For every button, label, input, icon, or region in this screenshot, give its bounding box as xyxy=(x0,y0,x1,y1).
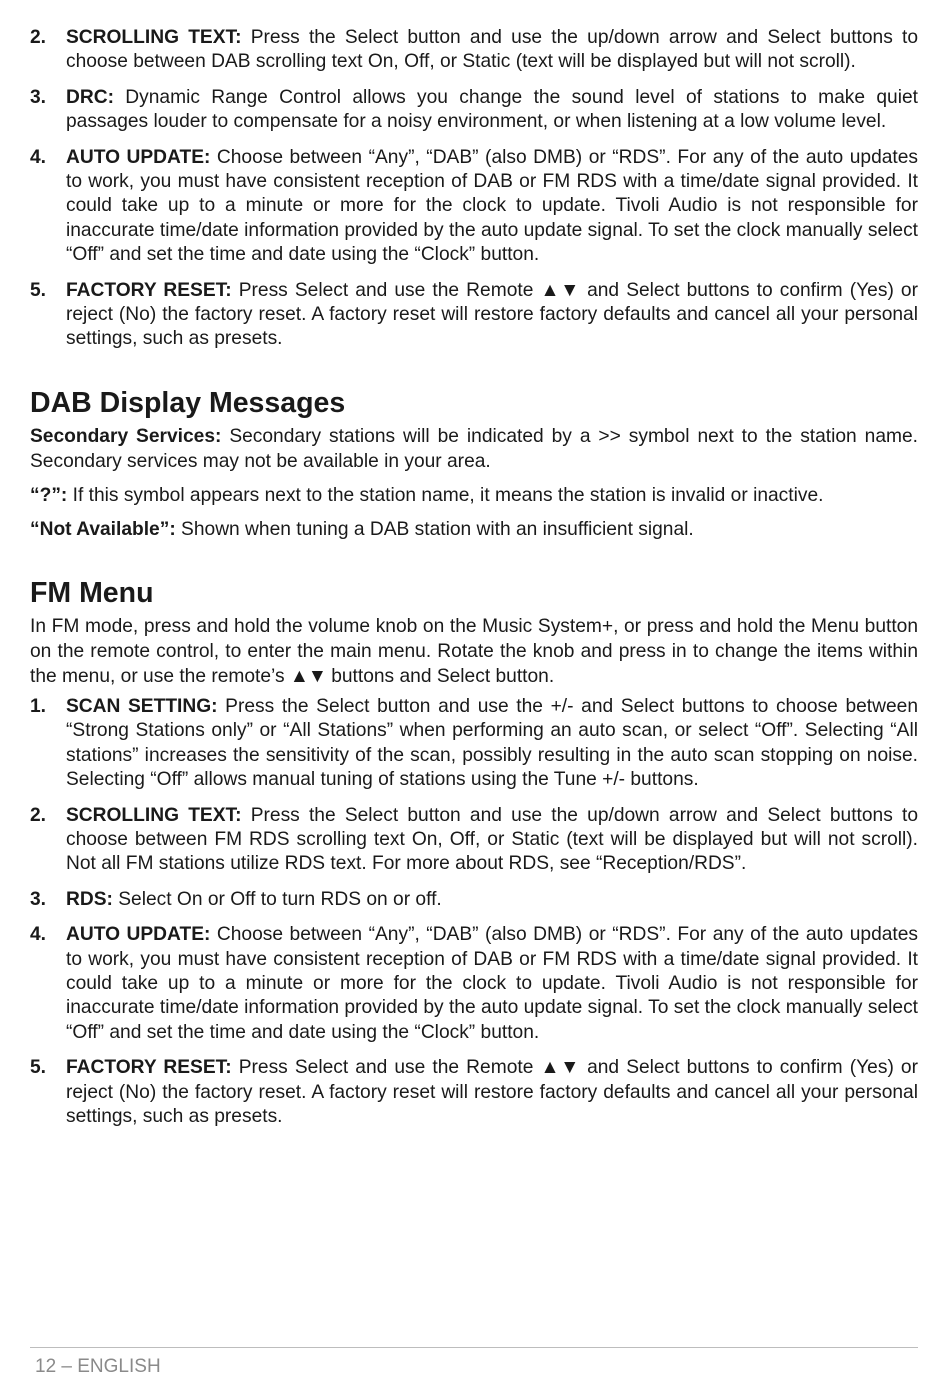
paragraph xyxy=(30,517,918,542)
term-label: Secondary Services: xyxy=(30,425,222,447)
item-number: 4. xyxy=(30,146,47,168)
page-number: 12 – ENGLISH xyxy=(35,1356,161,1377)
item-number: 3. xyxy=(30,888,47,910)
term-text: If this symbol appears next to the station name, it means the station is invalid or inactive. xyxy=(67,484,824,506)
dab-menu-list-continued xyxy=(30,26,918,352)
up-down-arrows-icon: ▲▼ xyxy=(540,279,580,301)
item-number: 1. xyxy=(30,695,47,717)
up-down-arrows-icon: ▲▼ xyxy=(289,665,326,687)
item-label: SCROLLING TEXT: xyxy=(66,804,242,826)
item-label: SCROLLING TEXT: xyxy=(66,27,242,48)
section-heading: DAB Display Messages xyxy=(30,386,346,419)
item-label: AUTO UPDATE: xyxy=(66,924,211,946)
footer-divider xyxy=(30,1347,918,1348)
fm-menu-list xyxy=(30,695,918,1130)
list-item xyxy=(30,279,918,352)
term-text: Shown when tuning a DAB station with an insufficient signal. xyxy=(175,518,694,540)
item-label: AUTO UPDATE: xyxy=(66,146,211,168)
item-label: DRC: xyxy=(66,86,114,108)
section-heading: FM Menu xyxy=(30,576,154,609)
item-text: and Select buttons to confirm (Yes) or reject (No) the factory reset. A factory reset will restore factory defaults and cancel all your personal settings, such as presets. xyxy=(66,279,918,350)
item-number: 2. xyxy=(30,804,47,826)
item-text: Select On or Off to turn RDS on or off. xyxy=(112,888,442,910)
item-label: FACTORY RESET: xyxy=(66,1057,232,1079)
list-item xyxy=(30,804,918,877)
item-number: 5. xyxy=(30,1057,47,1079)
item-label: FACTORY RESET: xyxy=(66,279,232,301)
intro-paragraph: In FM mode, press and hold the volume knob on the Music System+, or press and hold the Menu button on the remote control, to enter the main menu. Rotate the knob and press in to change the items within the menu, or use the remote’s ▲▼ buttons and Select button. xyxy=(30,615,918,687)
item-text: Press the Select button and use the +/- and Select buttons to choose between “Strong Stations only” or “All Stations” when performing an auto scan, or select “Off”. Selecting “All stations” increases the sensitivity of the scan, possibly resulting in the auto scan stopping on noise. Selecting “Off” allows manual tuning of stations using the Tune +/- buttons. xyxy=(66,695,918,791)
list-item xyxy=(30,1056,918,1129)
item-text: and Select buttons to confirm (Yes) or reject (No) the factory reset. A factory reset will restore factory defaults and cancel all your personal settings, such as presets. xyxy=(66,1057,918,1127)
up-down-arrows-icon: ▲▼ xyxy=(540,1057,580,1079)
item-label: RDS: xyxy=(66,888,113,910)
item-text: Dynamic Range Control allows you change the sound level of stations to make quiet passages louder to compensate for a noisy environment, or when listening at a low volume level. xyxy=(66,86,918,133)
item-text: Choose between “Any”, “DAB” (also DMB) or “RDS”. For any of the auto updates to work, you must have consistent reception of DAB or FM RDS with a time/date signal provided. It could take up to a minute or more for the clock to update. Tivoli Audio is not responsible for inaccurate time/date information provided by the auto update signal. To set the clock manually select “Off” and set the time and date using the “Clock” button. xyxy=(66,924,919,1043)
item-number: 3. xyxy=(30,86,47,108)
list-item xyxy=(30,923,918,1045)
fm-menu-section xyxy=(30,576,918,1130)
term-label: “?”: xyxy=(30,484,68,506)
item-text: Press the Select button and use the up/down arrow and Select buttons to choose between FM RDS scrolling text On, Off, or Static (text will be displayed but will not scroll). Not all FM stations utilize RDS text. For more about RDS, see “Reception/RDS”. xyxy=(66,804,918,875)
item-text: Choose between “Any”, “DAB” (also DMB) or “RDS”. For any of the auto updates to work, you must have consistent reception of DAB or FM RDS with a time/date signal provided. It could take up to a minute or more for the clock to update. Tivoli Audio is not responsible for inaccurate time/date information provided by the auto update signal. To set the clock manually select “Off” and set the time and date using the “Clock” button. xyxy=(66,146,919,266)
term-label: “Not Available”: xyxy=(30,518,176,540)
paragraph xyxy=(30,424,918,474)
list-item xyxy=(30,86,918,135)
item-number: 4. xyxy=(30,924,47,946)
item-text: Press Select and use the Remote xyxy=(231,279,541,301)
list-item xyxy=(30,26,918,75)
page-content xyxy=(30,26,918,1140)
item-text: Press the Select button and use the up/down arrow and Select buttons to choose between DAB scrolling text On, Off, or Static (text will be displayed but will not scroll). xyxy=(66,27,918,73)
item-text: Press Select and use the Remote xyxy=(231,1057,541,1079)
term-text: Secondary stations will be indicated by a >> symbol next to the station name. Secondary services may not be available in your area. xyxy=(30,425,918,472)
item-number: 2. xyxy=(30,27,47,48)
list-item xyxy=(30,888,918,912)
paragraph xyxy=(30,483,918,508)
list-item xyxy=(30,695,918,793)
item-label: SCAN SETTING: xyxy=(66,695,218,717)
list-item xyxy=(30,146,918,268)
item-number: 5. xyxy=(30,279,47,301)
dab-display-messages-section xyxy=(30,386,918,542)
